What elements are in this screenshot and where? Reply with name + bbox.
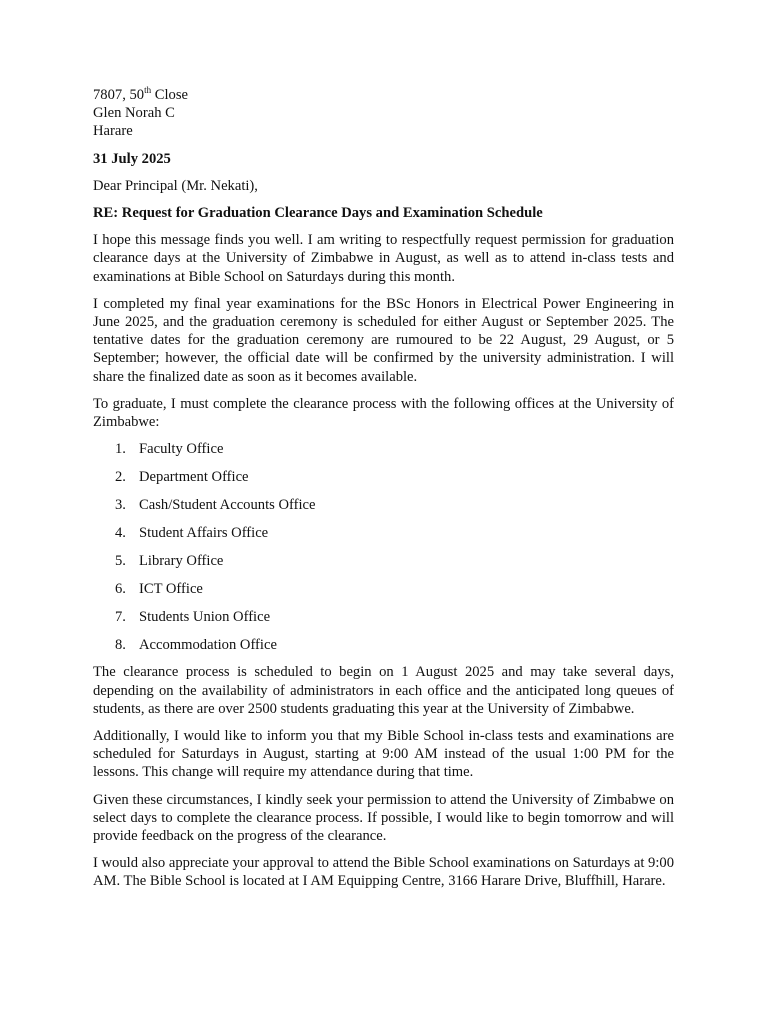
- paragraph-bible-school: Additionally, I would like to inform you that my Bible School in-class tests and examinations are scheduled for Saturdays in August, starting at 9:00 AM instead of the usual 1:00 PM for the lessons. This change will require my attendance during that time.: [93, 727, 674, 781]
- list-number: 8.: [115, 637, 126, 654]
- list-number: 3.: [115, 497, 126, 514]
- list-item: [93, 524, 674, 542]
- list-label: ICT Office: [139, 581, 203, 598]
- list-label: Library Office: [139, 553, 224, 570]
- list-number: 4.: [115, 525, 126, 542]
- salutation: Dear Principal (Mr. Nekati),: [93, 177, 258, 194]
- letter-date: 31 July 2025: [93, 150, 171, 167]
- address-street-number: 7807, 50: [93, 87, 145, 103]
- address-line-1: [93, 86, 674, 104]
- list-number: 7.: [115, 609, 126, 626]
- list-label: Student Affairs Office: [139, 525, 269, 542]
- list-label: Cash/Student Accounts Office: [139, 497, 316, 514]
- list-item: [93, 552, 674, 570]
- address-street-type: Close: [151, 87, 188, 103]
- list-item: [93, 636, 674, 654]
- list-label: Students Union Office: [139, 609, 271, 626]
- list-number: 2.: [115, 469, 126, 486]
- sender-address: [93, 86, 674, 141]
- paragraph-exam-approval: I would also appreciate your approval to attend the Bible School examinations on Saturdays at 9:00 AM. The Bible School is located at I AM Equipping Centre, 3166 Harare Drive, Bluffhill, Harare.: [93, 855, 674, 890]
- list-number: 6.: [115, 581, 126, 598]
- paragraph-clearance-intro: To graduate, I must complete the clearance process with the following offices at the University of Zimbabwe:: [93, 395, 674, 431]
- paragraph-intro: I hope this message finds you well. I am writing to respectfully request permission for graduation clearance days at the University of Zimbabwe in August, as well as to attend in-class tests and examinations at Bible School on Saturdays during this month.: [93, 232, 674, 285]
- list-label: Department Office: [139, 469, 249, 486]
- list-item: [93, 580, 674, 598]
- list-item: [93, 608, 674, 626]
- address-line-2: Glen Norah C: [93, 105, 175, 122]
- address-line-3: Harare: [93, 123, 133, 140]
- offices-list: [93, 440, 674, 654]
- list-item: [93, 468, 674, 486]
- paragraph-clearance-schedule: The clearance process is scheduled to begin on 1 August 2025 and may take several days, depending on the availability of administrators in each office and the anticipated long queues of students, as there are over 2500 students graduating this year at the University of Zimbabwe.: [93, 664, 674, 717]
- list-number: 5.: [115, 553, 126, 570]
- paragraph-graduation: I completed my final year examinations for the BSc Honors in Electrical Power Engineering in June 2025, and the graduation ceremony is scheduled for either August or September 2025. The tentative dates for the graduation ceremony are rumoured to be 22 August, 29 August, or 5 September; however, the official date will be confirmed by the university administration. I will share the finalized date as soon as it becomes available.: [93, 295, 674, 385]
- list-item: [93, 440, 674, 458]
- list-label: Faculty Office: [139, 441, 224, 458]
- list-label: Accommodation Office: [139, 637, 277, 654]
- paragraph-permission-request: Given these circumstances, I kindly seek your permission to attend the University of Zimbabwe on select days to complete the clearance process. If possible, I would like to begin tomorrow and will provide feedback on the progress of the clearance.: [93, 791, 674, 844]
- list-item: [93, 496, 674, 514]
- subject-line: RE: Request for Graduation Clearance Days and Examination Schedule: [93, 205, 543, 222]
- list-number: 1.: [115, 441, 126, 458]
- address-ordinal-suffix: th: [144, 85, 152, 96]
